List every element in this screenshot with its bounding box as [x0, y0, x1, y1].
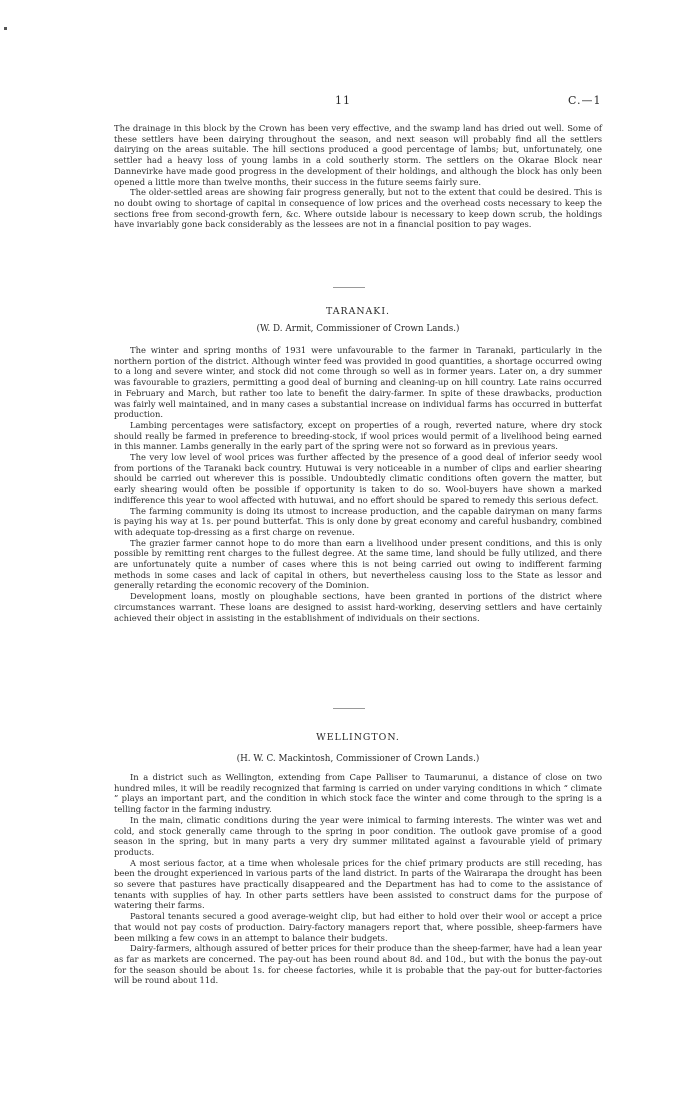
- paragraph: The older-settled areas are showing fair progress generally, but not to the extent that could be desired. This is no doubt owing to shortage of capital in consequence of low prices and the overhead costs necessary to keep the sections free from second-growth fern, &c. Where outside labour is necessary to keep down scrub, the holdings have invariably gone back considerably as the lessees are not in a financial position to pay wages.: [114, 187, 602, 230]
- paragraph: In a district such as Wellington, extending from Cape Palliser to Taumarunui, a distance of close on two hundred miles, it will be readily recognized that farming is carried on under varying conditions in which “ climate ” plays an important part, and the condition in which stock face the winter and come through to the spring is a telling factor in the farming industry.: [114, 772, 602, 815]
- section-heading-wellington: WELLINGTON.: [316, 732, 400, 743]
- paragraph: The very low level of wool prices was further affected by the presence of a good deal of inferior seedy wool from portions of the Taranaki back country. Hutuwai is very noticeable in a number of clips and earlier shearing should be carried out wherever this is possible. Undoubtedly climatic conditions often govern the matter, but early shearing would often be possible if opportunity is taken to do so. Wool-buyers have shown a marked indifference this year to wool affected with hutuwai, and no effort should be spared to remedy this serious defect.: [114, 452, 602, 505]
- taranaki-section: [114, 345, 602, 623]
- paragraph: The drainage in this block by the Crown has been very effective, and the swamp land has dried out well. Some of these settlers have been dairying throughout the season, and next season will probably find all the settlers dairying on the areas suitable. The hill sections produced a good percentage of lambs; but, unfortunately, one settler had a heavy loss of young lambs in a cold southerly storm. The settlers on the Okarae Block near Dannevirke have made good progress in the development of their holdings, and although the block has only been opened a little more than twelve months, their success in the future seems fairly sure.: [114, 123, 602, 187]
- paragraph: Development loans, mostly on ploughable sections, have been granted in portions of the district where circumstances warrant. These loans are designed to assist hard-working, deserving settlers and have certainly achieved their object in assisting in the establishment of individuals on their sections.: [114, 591, 602, 623]
- margin-mark: [4, 27, 7, 30]
- paragraph: The winter and spring months of 1931 were unfavourable to the farmer in Taranaki, particularly in the northern portion of the district. Although winter feed was provided in good quantities, a shortage occurred owing to a long and severe winter, and stock did not come through so well as in former years. Later on, a dry summer was favourable to graziers, permitting a good deal of burning and cleaning-up on hill country. Late rains occurred in February and March, but rather too late to benefit the dairy-farmer. In spite of these drawbacks, production was fairly well maintained, and in many cases a substantial increase on individual farms has occurred in butterfat production.: [114, 345, 602, 420]
- section-divider: [333, 708, 365, 709]
- paragraph: Pastoral tenants secured a good average-weight clip, but had either to hold over their wool or accept a price that would not pay costs of production. Dairy-factory managers report that, where possible, sheep-farmers have been milking a few cows in an attempt to balance their budgets.: [114, 911, 602, 943]
- section-divider: [333, 287, 365, 288]
- paragraph: Dairy-farmers, although assured of better prices for their produce than the sheep-farmer, have had a lean year as far as markets are concerned. The pay-out has been round about 8d. and 10d., but with the bonus the pay-out for the season should be about 1s. for cheese factories, while it is probable that the pay-out for butter-factories will be round about 11d.: [114, 943, 602, 986]
- paragraph: A most serious factor, at a time when wholesale prices for the chief primary products are still receding, has been the drought experienced in various parts of the land district. In parts of the Wairarapa the drought has been so severe that pastures have practically disappeared and the Department has had to come to the assistance of tenants with supplies of hay. In other parts settlers have been assisted to construct dams for the purpose of watering their farms.: [114, 857, 602, 911]
- paragraph: In the main, climatic conditions during the year were inimical to farming interests. The winter was wet and cold, and stock generally came through to the spring in poor condition. The outlook gave promise of a good season in the spring, but in many parts a very dry summer militated against a favourable yield of primary products.: [114, 814, 602, 857]
- paragraph: Lambing percentages were satisfactory, except on properties of a rough, reverted nature, where dry stock should really be farmed in preference to breeding-stock, if wool prices would permit of a livelihood being earned in this manner. Lambs generally in the early part of the spring were not so forward as in previous years.: [114, 419, 602, 452]
- intro-section: [114, 123, 602, 230]
- page-number: 11: [335, 94, 351, 107]
- wellington-section: [114, 772, 602, 986]
- section-byline-taranaki: (W. D. Armit, Commissioner of Crown Lands.): [256, 324, 460, 334]
- section-byline-wellington: (H. W. C. Mackintosh, Commissioner of Crown Lands.): [236, 754, 480, 764]
- paragraph: The grazier farmer cannot hope to do more than earn a livelihood under present conditions, and this is only possible by remitting rent charges to the fullest degree. At the same time, land should be fully utilized, and there are unfortunately quite a number of cases where this is not being carried out owing to indifferent farming methods in some cases and lack of capital in others, but nevertheless causing loss to the State as lessor and generally retarding the economic recovery of the Dominion.: [114, 537, 602, 591]
- document-reference: C.—1: [568, 94, 602, 107]
- section-heading-taranaki: TARANAKI.: [326, 306, 390, 317]
- paragraph: The farming community is doing its utmost to increase production, and the capable dairyman on many farms is paying his way at 1s. per pound butterfat. This is only done by great economy and careful husbandry, combined with adequate top-dressing as a first charge on revenue.: [114, 505, 602, 537]
